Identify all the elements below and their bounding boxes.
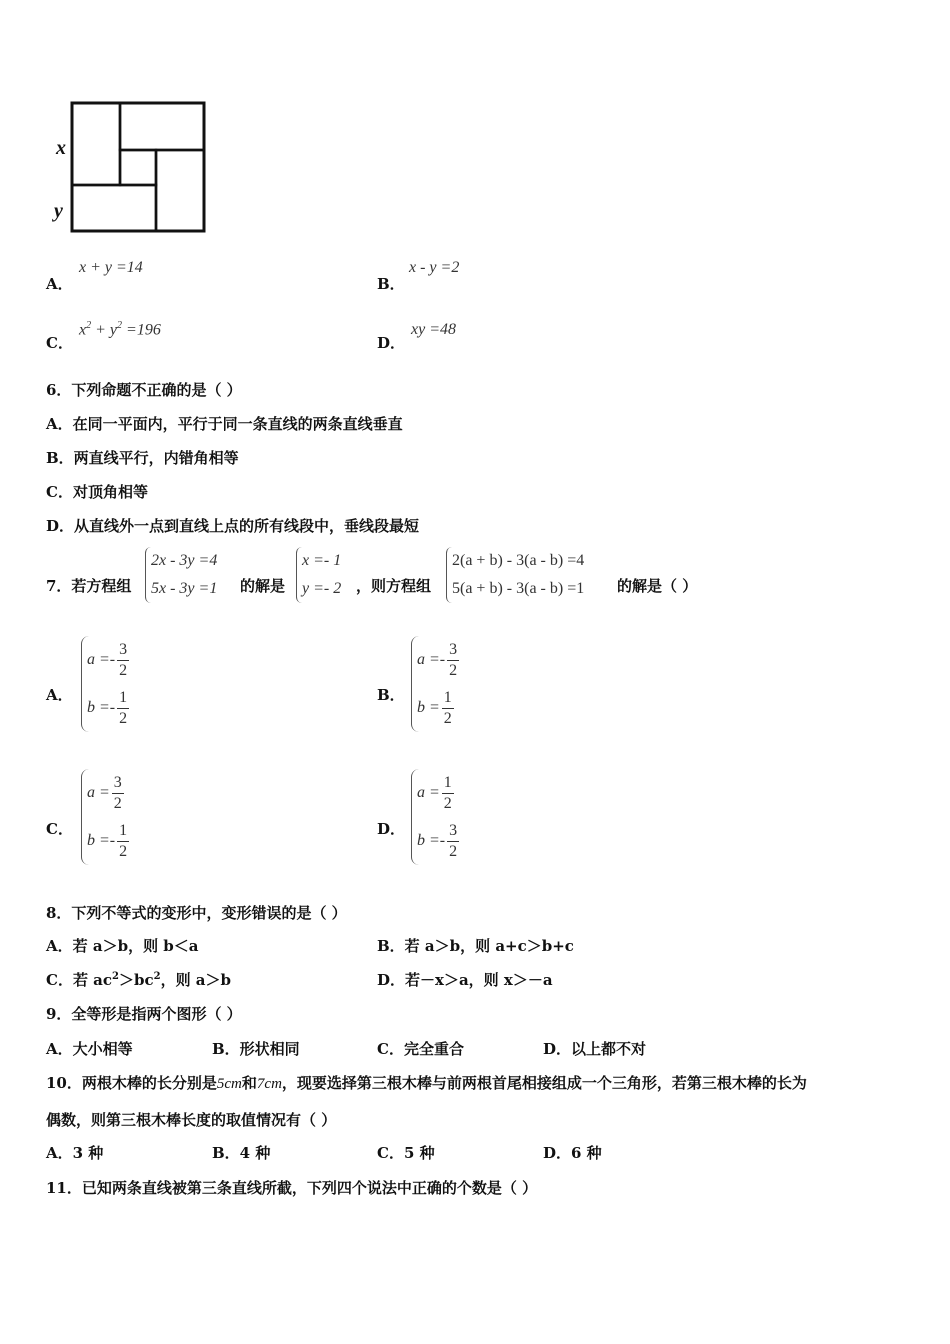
q7-a-row-b <box>87 684 129 732</box>
q7-option-b-label[interactable]: B． <box>377 686 405 704</box>
q7-d-a-pre: a = <box>417 784 440 801</box>
q7-option-c-label[interactable]: C． <box>46 820 73 838</box>
q7-d-b-frac <box>447 821 459 862</box>
q7-stem-part4: 的解是（ ） <box>617 577 698 595</box>
q7-system-2 <box>296 547 341 603</box>
q7-c-a-num: 3 <box>112 773 124 794</box>
q7-a-b-num: 1 <box>117 688 129 709</box>
q10-length-1: 5cm <box>216 1076 242 1092</box>
q10-stem-line1 <box>46 1072 807 1093</box>
q7-c-a-frac <box>112 773 124 814</box>
q7-d-b-num: 3 <box>447 821 459 842</box>
q10-option-d[interactable]: D．6 种 <box>543 1144 602 1162</box>
q7-stem-part1: 7．若方程组 <box>46 577 132 595</box>
q7-a-b-den: 2 <box>119 709 128 727</box>
q5-c-mid: + y <box>91 321 118 339</box>
q7-sys1-eq1: 2x - 3y =4 <box>151 552 218 569</box>
q10-option-b[interactable]: B．4 种 <box>212 1144 271 1162</box>
q7-stem-part3: ，则方程组 <box>356 577 432 595</box>
q7-a-a-pre: a =- <box>87 651 116 668</box>
rectangle-figure <box>50 95 215 240</box>
q7-option-a-system <box>81 636 129 732</box>
q8-option-a[interactable]: A．若 a＞b，则 b＜a <box>46 937 199 955</box>
q9-option-b[interactable]: B．形状相同 <box>212 1040 300 1058</box>
q8-c-post: ，则 a＞b <box>160 971 232 989</box>
q10-stem-line2: 偶数，则第三根木棒长度的取值情况有（ ） <box>46 1111 337 1129</box>
q7-sys1-eq2: 5x - 3y =1 <box>151 580 218 597</box>
q9-option-a[interactable]: A．大小相等 <box>46 1040 133 1058</box>
q5-option-a-label[interactable]: A． <box>46 275 73 293</box>
q7-a-a-frac <box>117 640 129 681</box>
q10-option-c[interactable]: C．5 种 <box>377 1144 435 1162</box>
q7-a-a-num: 3 <box>117 640 129 661</box>
q8-stem: 8．下列不等式的变形中，变形错误的是（ ） <box>46 904 347 922</box>
q11-stem: 11．已知两条直线被第三条直线所截，下列四个说法中正确的个数是（ ） <box>46 1179 538 1197</box>
q10-option-a[interactable]: A．3 种 <box>46 1144 104 1162</box>
q7-d-row-b <box>417 817 459 865</box>
q7-option-d-system <box>411 769 459 865</box>
q7-option-a-label[interactable]: A． <box>46 686 73 704</box>
q5-c-post: =196 <box>122 321 161 339</box>
q7-system-3 <box>446 547 584 603</box>
q7-c-a-den: 2 <box>113 794 122 812</box>
q5-c-pre: x <box>79 321 87 339</box>
q5-option-c-expr: $x^2 + y^2 =196$ <box>79 320 161 339</box>
q7-b-a-num: 3 <box>447 640 459 661</box>
q7-c-b-frac <box>117 821 129 862</box>
q7-b-b-den: 2 <box>443 709 452 727</box>
q7-b-row-b <box>417 684 459 732</box>
q7-a-a-den: 2 <box>119 661 128 679</box>
q7-a-row-a <box>87 636 129 684</box>
q7-d-b-pre: b =- <box>417 832 446 849</box>
q7-d-a-num: 1 <box>442 773 454 794</box>
q7-b-a-frac <box>447 640 459 681</box>
q7-d-a-frac <box>442 773 454 814</box>
q8-c-mid: ＞bc <box>118 971 154 989</box>
q5-option-c-label[interactable]: C． <box>46 334 73 352</box>
q7-c-b-pre: b =- <box>87 832 116 849</box>
figure-label-x: x <box>56 137 66 159</box>
bottom-left-rect <box>72 185 156 231</box>
q9-option-c[interactable]: C．完全重合 <box>377 1040 464 1058</box>
center-small-square <box>120 150 156 185</box>
q7-a-b-pre: b =- <box>87 699 116 716</box>
q10-length-2: 7cm <box>256 1076 282 1092</box>
q7-option-d-label[interactable]: D． <box>377 820 406 838</box>
q10-line1-c: ，现要选择第三根木棒与前两根首尾相接组成一个三角形，若第三根木棒的长为 <box>281 1074 807 1092</box>
q6-option-b[interactable]: B．两直线平行，内错角相等 <box>46 449 239 467</box>
q7-stem-part2: 的解是 <box>240 577 286 595</box>
q7-sys3-eq1: 2(a + b) - 3(a - b) =4 <box>452 552 585 569</box>
q10-line1-b: 和 <box>241 1074 257 1092</box>
top-left-rect <box>72 103 120 185</box>
q7-system-1 <box>145 547 217 603</box>
q7-d-b-den: 2 <box>449 842 458 860</box>
q7-c-b-den: 2 <box>119 842 128 860</box>
q9-stem: 9．全等形是指两个图形（ ） <box>46 1005 242 1023</box>
q7-b-a-den: 2 <box>449 661 458 679</box>
q7-option-c-system <box>81 769 129 865</box>
right-rect <box>156 150 204 231</box>
q7-b-b-pre: b = <box>417 699 440 716</box>
q10-line1-a: 10．两根木棒的长分别是 <box>46 1074 217 1092</box>
q8-option-b[interactable]: B．若 a＞b，则 a+c＞b+c <box>377 937 574 955</box>
q7-sys2-eq1: x =- 1 <box>302 552 342 569</box>
q7-b-b-num: 1 <box>442 688 454 709</box>
q8-option-d[interactable]: D．若－x＞a，则 x＞－a <box>377 971 553 989</box>
q7-b-a-pre: a =- <box>417 651 446 668</box>
top-right-rect <box>120 103 204 150</box>
figure-svg <box>50 95 215 240</box>
q7-sys2-eq2: y =- 2 <box>302 580 342 597</box>
q7-c-b-num: 1 <box>117 821 129 842</box>
q6-option-c[interactable]: C．对顶角相等 <box>46 483 148 501</box>
q7-b-row-a <box>417 636 459 684</box>
q5-option-d-label[interactable]: D． <box>377 334 406 352</box>
q5-option-d-expr: xy =48 <box>411 321 456 338</box>
q5-option-b-label[interactable]: B． <box>377 275 405 293</box>
q7-b-b-frac <box>442 688 454 729</box>
q6-option-a[interactable]: A．在同一平面内，平行于同一条直线的两条直线垂直 <box>46 415 403 433</box>
figure-label-y: y <box>54 200 63 222</box>
outer-square <box>72 103 204 231</box>
q7-c-row-a <box>87 769 129 817</box>
q7-d-row-a <box>417 769 459 817</box>
q7-c-row-b <box>87 817 129 865</box>
q7-d-a-den: 2 <box>443 794 452 812</box>
q7-option-b-system <box>411 636 459 732</box>
q6-option-d[interactable]: D．从直线外一点到直线上点的所有线段中，垂线段最短 <box>46 517 420 535</box>
q5-option-b-expr: x - y =2 <box>409 259 460 276</box>
q7-sys3-eq2: 5(a + b) - 3(a - b) =1 <box>452 580 585 597</box>
q9-option-d[interactable]: D．以上都不对 <box>543 1040 647 1058</box>
q7-c-a-pre: a = <box>87 784 110 801</box>
q7-a-b-frac <box>117 688 129 729</box>
q6-stem: 6．下列命题不正确的是（ ） <box>46 381 242 399</box>
q5-option-a-expr: x + y =14 <box>79 259 143 276</box>
q8-c-pre: C．若 ac <box>46 971 113 989</box>
q8-option-c[interactable]: C．若 $ac^2>bc^2$，则 a＞b <box>46 971 232 989</box>
